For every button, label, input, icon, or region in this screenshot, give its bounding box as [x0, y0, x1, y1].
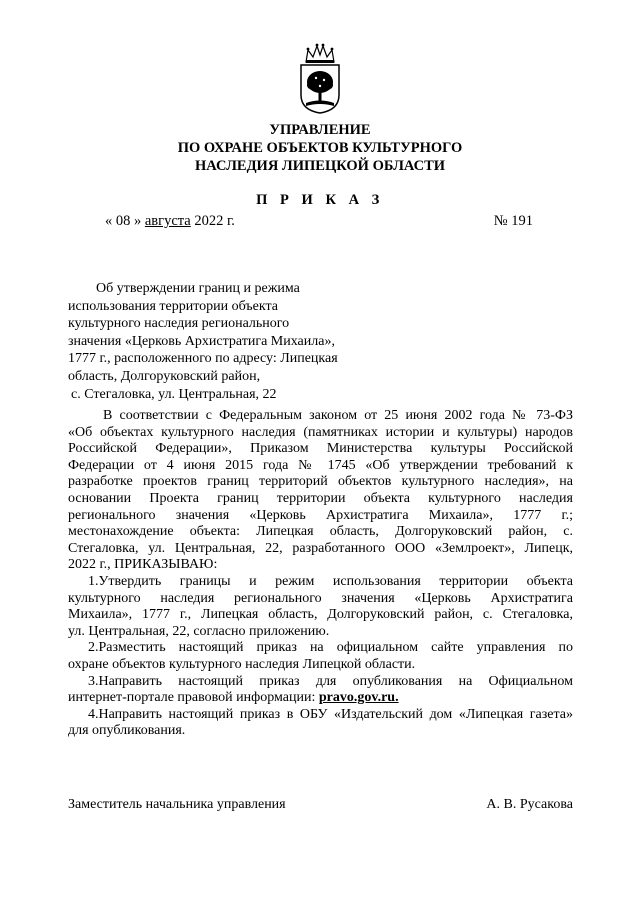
subject-line: использования территории объекта	[68, 298, 278, 314]
body-line: охране объектов культурного наследия Липецкой области.	[68, 656, 416, 672]
header-line-2: ПО ОХРАНЕ ОБЪЕКТОВ КУЛЬТУРНОГО	[177, 140, 463, 156]
body-line: Российской Федерации», Приказом Министерства культуры Российской	[68, 441, 573, 457]
order-date-year: 2022 г.	[194, 213, 235, 229]
subject-line: Об утверждении границ и режима	[96, 281, 300, 296]
body-line: для опубликования.	[68, 723, 186, 739]
order-date	[105, 212, 235, 230]
body-line: основании Проекта границ территории объекта культурного наследия	[68, 490, 573, 506]
order-date-month: августа	[144, 213, 191, 229]
pravo-gov-link[interactable]: pravo.gov.ru.	[318, 690, 399, 706]
order-number: № 191	[493, 213, 533, 229]
body-line: «Об объектах культурного наследия (памятниках истории и культуры) народов	[68, 424, 573, 440]
body-line: местонахождение объекта: Липецкая область, Долгоруковский район, с.	[68, 524, 573, 540]
body-item-2: 2.Разместить настоящий приказ на официальном сайте управления по	[88, 640, 573, 656]
department-header	[0, 121, 640, 175]
subject-line: область, Долгоруковский район,	[68, 368, 261, 384]
coat-of-arms-tree-icon	[298, 40, 342, 114]
body-line: культурного наследия регионального значения «Церковь Архистратига	[68, 590, 573, 606]
body-item-4: 4.Направить настоящий приказ в ОБУ «Издательский дом «Липецкая газета»	[88, 706, 573, 722]
subject-line: с. Стегаловка, ул. Центральная, 22	[71, 386, 277, 402]
order-date-day: « 08 »	[105, 213, 142, 229]
body-line	[68, 690, 573, 707]
order-title: П Р И К А З	[256, 192, 384, 208]
signatory-position: Заместитель начальника управления	[68, 797, 286, 812]
body-line: Федерации от 4 июня 2015 года № 1745 «Об утверждении требований к	[68, 457, 573, 473]
subject-line: культурного наследия регионального	[68, 316, 290, 332]
order-subject	[68, 280, 398, 403]
body-line: ул. Центральная, 22, согласно приложению.	[68, 623, 330, 639]
body-line: В соответствии с Федеральным законом от 25 июня 2002 года № 73-ФЗ	[103, 408, 573, 423]
body-line: регионального значения «Церковь Архистратига Михаила», 1777 г.;	[68, 507, 573, 523]
body-line: Стегаловка, ул. Центральная, 22, разработанного ООО «Землроект», Липецк,	[68, 540, 573, 556]
body-item-1: 1.Утвердить границы и режим использования территории объекта	[88, 573, 573, 589]
order-body	[68, 408, 573, 740]
header-line-3: НАСЛЕДИЯ ЛИПЕЦКОЙ ОБЛАСТИ	[194, 158, 446, 174]
body-line: разработке проектов границ территорий объектов культурного наследия», на	[68, 474, 573, 490]
body-line: 2022 г., ПРИКАЗЫВАЮ:	[68, 557, 218, 573]
header-line-1: УПРАВЛЕНИЕ	[269, 122, 371, 138]
body-item-3: 3.Направить настоящий приказ для опубликования на Официальном	[88, 673, 573, 689]
portal-text: интернет-портале правовой информации:	[68, 690, 319, 706]
subject-line: 1777 г., расположенного по адресу: Липецкая	[68, 351, 338, 367]
subject-line: значения «Церковь Архистратига Михаила»,	[68, 333, 335, 349]
body-line: Михаила», 1777 г., Липецкая область, Долгоруковский район, с. Стегаловка,	[68, 607, 573, 623]
signatory-name: А. В. Русакова	[486, 797, 573, 812]
